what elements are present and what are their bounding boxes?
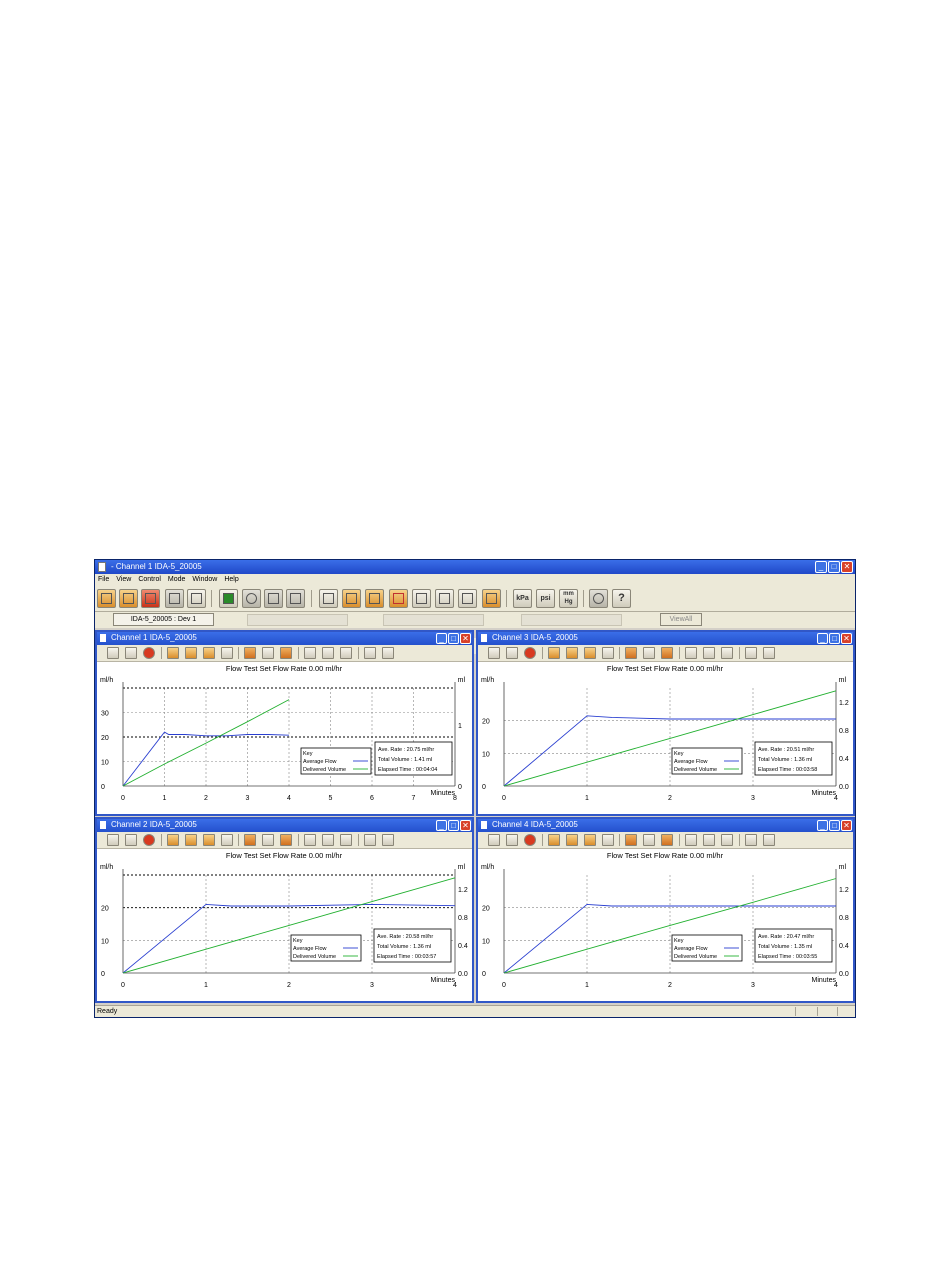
target-icon: [593, 593, 604, 604]
toolbar-separator: [679, 834, 680, 846]
line-graph-icon: [323, 593, 334, 604]
pane-scroll-right-button[interactable]: [721, 834, 733, 846]
x-axis-label: Minutes: [430, 790, 455, 797]
pane-flag-button[interactable]: [506, 834, 518, 846]
pane-pressure-graph-button[interactable]: [203, 834, 215, 846]
key-title: Key: [293, 938, 303, 944]
key-delivered-volume: Delivered Volume: [303, 767, 347, 773]
run-icon: [223, 593, 234, 604]
pane-previous-button[interactable]: [745, 834, 757, 846]
pane-pressure-graph-button[interactable]: [584, 834, 596, 846]
stats-box: [374, 929, 451, 962]
stat-elapsed-time: Elapsed Time : 00:04:04: [378, 767, 438, 773]
pane-scroll-left-button[interactable]: [685, 834, 697, 846]
channel-pane[interactable]: [476, 630, 855, 816]
pane-pressure-graph-button[interactable]: [584, 647, 596, 659]
status-bar: [95, 1005, 855, 1017]
menu-view[interactable]: View: [116, 576, 132, 583]
y-tick-label: 10: [482, 751, 490, 759]
channel-pane[interactable]: [95, 817, 474, 1003]
x-tick-label: 1: [585, 982, 589, 989]
pane-scale-down-button[interactable]: [280, 834, 292, 846]
y-tick-label: 10: [482, 938, 490, 946]
chart-key: [291, 935, 361, 961]
copy-icon: [101, 593, 112, 604]
stat-elapsed-time: Elapsed Time : 00:03:55: [758, 954, 818, 960]
print-button[interactable]: [165, 589, 184, 608]
y-tick-label: 10: [101, 759, 109, 767]
x-tick-label: 3: [370, 982, 374, 989]
pane-scale-up-button[interactable]: [625, 647, 637, 659]
key-title: Key: [674, 938, 684, 944]
flow-chart: [97, 849, 472, 1001]
pane-title-bar[interactable]: [478, 632, 853, 645]
stats-box: [755, 742, 832, 775]
toolbar-separator: [238, 834, 239, 846]
pane-maximize-button[interactable]: □: [829, 820, 840, 831]
document-icon: [481, 634, 487, 642]
pane-title: Channel 1 IDA-5_20005: [111, 633, 197, 642]
pane-stop-button[interactable]: [524, 834, 536, 846]
toolbar-separator: [358, 647, 359, 659]
flow-chart: [478, 662, 853, 814]
pane-scroll-right-button[interactable]: [721, 647, 733, 659]
x-tick-label: 0: [121, 795, 125, 802]
pane-data-button[interactable]: [107, 834, 119, 846]
y-tick-label: 0: [482, 971, 486, 978]
pane-data-button[interactable]: [488, 834, 500, 846]
toolbar-separator: [542, 647, 543, 659]
menu-file[interactable]: File: [98, 576, 110, 583]
toolbar-separator: [161, 834, 162, 846]
pane-flag-button[interactable]: [125, 834, 137, 846]
toolbar-separator: [298, 647, 299, 659]
chart-key: [672, 935, 742, 961]
y-tick-label: 20: [482, 905, 490, 913]
x-tick-label: 0: [502, 982, 506, 989]
pane-close-button[interactable]: ✕: [841, 633, 852, 644]
pane-next-button[interactable]: [382, 834, 394, 846]
pane-previous-button[interactable]: [745, 647, 757, 659]
pane-zoom-fit-button[interactable]: [322, 834, 334, 846]
pane-close-button[interactable]: ✕: [460, 820, 471, 831]
pane-title-bar[interactable]: [478, 819, 853, 832]
gear-icon: [246, 593, 257, 604]
key-delivered-volume: Delivered Volume: [293, 954, 337, 960]
stat-average-rate: Ave. Rate : 20.51 ml/hr: [758, 747, 815, 753]
y2-tick-label: 0.0: [839, 784, 849, 791]
pane-title: Channel 4 IDA-5_20005: [492, 820, 578, 829]
stats-box: [755, 929, 832, 962]
pane-scroll-left-button[interactable]: [304, 647, 316, 659]
pane-stop-button[interactable]: [143, 647, 155, 659]
pane-flow-graph-button[interactable]: [167, 834, 179, 846]
kpa-button[interactable]: kPa: [513, 589, 532, 608]
pane-next-button[interactable]: [382, 647, 394, 659]
import-button[interactable]: [286, 589, 305, 608]
x-tick-label: 2: [668, 982, 672, 989]
pane-scale-down-button[interactable]: [661, 647, 673, 659]
application-window: [94, 559, 856, 1018]
pane-scroll-left-button[interactable]: [304, 834, 316, 846]
maximize-button[interactable]: □: [828, 561, 840, 573]
x-tick-label: 2: [287, 982, 291, 989]
stats-box: [375, 742, 452, 775]
y2-axis-label: ml: [457, 864, 465, 871]
flow-chart: [97, 662, 472, 814]
y-axis-label: ml/h: [100, 677, 114, 684]
x-tick-label: 3: [751, 795, 755, 802]
run-button[interactable]: [219, 589, 238, 608]
x-axis-label: Minutes: [811, 977, 836, 984]
export-button[interactable]: [264, 589, 283, 608]
mmhg-button[interactable]: mm Hg: [559, 589, 578, 608]
channel-pane[interactable]: [476, 817, 855, 1003]
chart-key: [672, 748, 742, 774]
menu-bar: [95, 574, 855, 586]
pane-maximize-button[interactable]: □: [448, 633, 459, 644]
pane-previous-button[interactable]: [364, 647, 376, 659]
stat-average-rate: Ave. Rate : 20.58 ml/hr: [377, 934, 434, 940]
pane-minimize-button[interactable]: _: [817, 820, 828, 831]
pane-trumpet-graph-button[interactable]: [602, 647, 614, 659]
y-axis-label: ml/h: [481, 864, 495, 871]
y-tick-label: 20: [101, 735, 109, 742]
step-mode-button[interactable]: [412, 589, 431, 608]
x-tick-label: 0: [121, 982, 125, 989]
chart-title: Flow Test Set Flow Rate 0.00 ml/hr: [606, 664, 724, 673]
pane-fit-button[interactable]: [262, 647, 274, 659]
toolbar-separator: [298, 834, 299, 846]
x-tick-label: 3: [245, 795, 250, 802]
chart-title: Flow Test Set Flow Rate 0.00 ml/hr: [606, 851, 724, 860]
save-icon: [145, 593, 156, 604]
pane-minimize-button[interactable]: _: [817, 633, 828, 644]
x-tick-label: 6: [370, 795, 374, 802]
magnifier-icon: [191, 593, 202, 604]
pane-title: Channel 3 IDA-5_20005: [492, 633, 578, 642]
print-icon: [169, 593, 180, 604]
document-icon: [481, 821, 487, 829]
pane-maximize-button[interactable]: □: [448, 820, 459, 831]
target-button[interactable]: [589, 589, 608, 608]
import-icon: [290, 593, 301, 604]
toolbar-separator: [739, 647, 740, 659]
toolbar-separator: [211, 590, 212, 607]
pane-next-button[interactable]: [763, 834, 775, 846]
pane-title-bar[interactable]: [97, 632, 472, 645]
chart-title: Flow Test Set Flow Rate 0.00 ml/hr: [225, 664, 343, 673]
window-title: - Channel 1 IDA-5_20005: [111, 562, 202, 571]
toolbar-separator: [619, 647, 620, 659]
channel-pane[interactable]: [95, 630, 474, 816]
export-icon: [268, 593, 279, 604]
x-tick-label: 1: [585, 795, 589, 802]
device-slot-4[interactable]: [521, 614, 622, 626]
menu-window[interactable]: Window: [192, 576, 218, 583]
pane-zoom-fit-button[interactable]: [703, 647, 715, 659]
close-button[interactable]: ✕: [841, 561, 853, 573]
pane-zoom-fit-button[interactable]: [703, 834, 715, 846]
pane-scale-down-button[interactable]: [661, 834, 673, 846]
y2-tick-label: 1.2: [458, 887, 468, 894]
pane-close-button[interactable]: ✕: [460, 633, 471, 644]
grid-icon: [486, 593, 497, 604]
pane-previous-button[interactable]: [364, 834, 376, 846]
y2-tick-label: 1.2: [839, 887, 849, 894]
key-average-flow: Average Flow: [293, 946, 327, 952]
stat-total-volume: Total Volume : 1.36 ml: [377, 944, 432, 950]
pane-close-button[interactable]: ✕: [841, 820, 852, 831]
paste-button[interactable]: [119, 589, 138, 608]
pane-volume-graph-button[interactable]: [185, 647, 197, 659]
key-average-flow: Average Flow: [674, 759, 708, 765]
x-tick-label: 4: [834, 795, 838, 802]
pane-data-button[interactable]: [488, 647, 500, 659]
menu-control[interactable]: Control: [138, 576, 161, 583]
grid-button[interactable]: [482, 589, 501, 608]
pane-scale-up-button[interactable]: [244, 834, 256, 846]
document-icon: [98, 562, 106, 572]
paste-icon: [123, 593, 134, 604]
toolbar-separator: [583, 590, 584, 607]
flow-chart: [478, 849, 853, 1001]
x-tick-label: 2: [204, 795, 208, 802]
y-tick-label: 0: [101, 971, 105, 978]
stat-total-volume: Total Volume : 1.36 ml: [758, 757, 813, 763]
pane-data-button[interactable]: [107, 647, 119, 659]
y-axis-label: ml/h: [481, 677, 495, 684]
status-cell: [817, 1007, 818, 1016]
toolbar-separator: [358, 834, 359, 846]
device-slot-3[interactable]: [383, 614, 484, 626]
stat-average-rate: Ave. Rate : 20.75 ml/hr: [378, 747, 435, 753]
curve-graph-icon: [346, 593, 357, 604]
copy-button[interactable]: [97, 589, 116, 608]
pane-flag-button[interactable]: [506, 647, 518, 659]
stat-elapsed-time: Elapsed Time : 00:03:58: [758, 767, 818, 773]
settings-button[interactable]: [242, 589, 261, 608]
toolbar-separator: [506, 590, 507, 607]
x-tick-label: 5: [328, 795, 333, 802]
toolbar-separator: [679, 647, 680, 659]
device-bar: [95, 612, 855, 628]
pane-flow-graph-button[interactable]: [167, 647, 179, 659]
status-cell: [837, 1007, 838, 1016]
y2-axis-label: ml: [838, 864, 846, 871]
help-button[interactable]: ?: [612, 589, 631, 608]
x-tick-label: 0: [502, 795, 506, 802]
y2-tick-label: 0.0: [458, 971, 468, 978]
pane-flag-button[interactable]: [125, 647, 137, 659]
x-tick-label: 4: [287, 795, 291, 802]
y-tick-label: 10: [101, 938, 109, 946]
pane-trumpet-graph-button[interactable]: [602, 834, 614, 846]
pane-scale-down-button[interactable]: [280, 647, 292, 659]
preview-button[interactable]: [187, 589, 206, 608]
pane-scroll-left-button[interactable]: [685, 647, 697, 659]
toolbar-separator: [739, 834, 740, 846]
pane-scale-up-button[interactable]: [625, 834, 637, 846]
y-tick-label: 0: [101, 784, 105, 791]
pane-trumpet-graph-button[interactable]: [221, 834, 233, 846]
pane-maximize-button[interactable]: □: [829, 633, 840, 644]
stat-total-volume: Total Volume : 1.41 ml: [378, 757, 433, 763]
pane-fit-button[interactable]: [262, 834, 274, 846]
chart-title: Flow Test Set Flow Rate 0.00 ml/hr: [225, 851, 343, 860]
pane-toolbar: [97, 832, 472, 849]
document-icon: [100, 821, 106, 829]
stat-elapsed-time: Elapsed Time : 00:03:57: [377, 954, 437, 960]
y2-tick-label: 0.0: [839, 971, 849, 978]
ramp-graph-icon: [369, 593, 380, 604]
pane-stop-button[interactable]: [143, 834, 155, 846]
pane-trumpet-graph-button[interactable]: [221, 647, 233, 659]
y2-axis-label: ml: [457, 677, 465, 684]
y2-tick-label: 0.4: [839, 756, 849, 763]
device-slot-2[interactable]: [247, 614, 348, 626]
x-tick-label: 1: [162, 795, 167, 802]
occlusion-mode-button[interactable]: [435, 589, 454, 608]
y2-axis-label: ml: [838, 677, 846, 684]
toolbar-separator: [161, 647, 162, 659]
flow-mode-button[interactable]: [319, 589, 338, 608]
key-delivered-volume: Delivered Volume: [674, 767, 718, 773]
y2-tick-label: 1: [458, 722, 462, 730]
y2-tick-label: 0.8: [839, 915, 849, 922]
psi-button[interactable]: psi: [536, 589, 555, 608]
pane-title-bar[interactable]: [97, 819, 472, 832]
occlusion-graph-icon: [439, 593, 450, 604]
pane-scroll-right-button[interactable]: [340, 834, 352, 846]
pane-flow-graph-button[interactable]: [548, 834, 560, 846]
key-title: Key: [674, 751, 684, 757]
chart-key: [301, 748, 371, 774]
x-tick-label: 4: [834, 982, 838, 989]
pane-fit-button[interactable]: [643, 834, 655, 846]
x-tick-label: 8: [453, 795, 457, 802]
y2-tick-label: 1.2: [839, 700, 849, 707]
pane-volume-graph-button[interactable]: [566, 834, 578, 846]
step-graph-icon: [416, 593, 427, 604]
x-axis-label: Minutes: [430, 977, 455, 984]
toolbar-separator: [238, 647, 239, 659]
menu-help[interactable]: Help: [224, 576, 239, 583]
y-axis-label: ml/h: [100, 864, 114, 871]
key-delivered-volume: Delivered Volume: [674, 954, 718, 960]
pulse-graph-icon: [393, 593, 404, 604]
x-tick-label: 7: [411, 795, 416, 802]
stat-average-rate: Ave. Rate : 20.47 ml/hr: [758, 934, 815, 940]
ramp-mode-button[interactable]: [365, 589, 384, 608]
x-axis-label: Minutes: [811, 790, 836, 797]
pane-toolbar: [97, 645, 472, 662]
main-toolbar: [95, 586, 855, 612]
x-tick-label: 4: [453, 982, 457, 989]
pane-volume-graph-button[interactable]: [566, 647, 578, 659]
pane-stop-button[interactable]: [524, 647, 536, 659]
y2-tick-label: 0: [458, 784, 462, 791]
bolus-mode-button[interactable]: [458, 589, 477, 608]
key-average-flow: Average Flow: [303, 759, 337, 765]
y-tick-label: 0: [482, 784, 486, 791]
pane-volume-graph-button[interactable]: [185, 834, 197, 846]
title-bar[interactable]: [95, 560, 855, 574]
pane-scale-up-button[interactable]: [244, 647, 256, 659]
minimize-button[interactable]: _: [815, 561, 827, 573]
status-cell: [795, 1007, 796, 1016]
view-all-button[interactable]: ViewAll: [660, 613, 702, 626]
pane-toolbar: [478, 832, 853, 849]
y-tick-label: 30: [101, 710, 109, 718]
x-tick-label: 2: [668, 795, 672, 802]
toolbar-separator: [619, 834, 620, 846]
pane-fit-button[interactable]: [643, 647, 655, 659]
status-text: Ready: [97, 1008, 118, 1015]
pane-title: Channel 2 IDA-5_20005: [111, 820, 197, 829]
y2-tick-label: 0.8: [458, 915, 468, 922]
stat-total-volume: Total Volume : 1.35 ml: [758, 944, 813, 950]
toolbar-separator: [542, 834, 543, 846]
pane-pressure-graph-button[interactable]: [203, 647, 215, 659]
y-tick-label: 20: [482, 718, 490, 726]
save-button[interactable]: [141, 589, 160, 608]
toolbar-separator: [311, 590, 312, 607]
pane-scroll-right-button[interactable]: [340, 647, 352, 659]
pane-zoom-fit-button[interactable]: [322, 647, 334, 659]
y2-tick-label: 0.8: [839, 728, 849, 735]
pane-minimize-button[interactable]: _: [436, 633, 447, 644]
pane-next-button[interactable]: [763, 647, 775, 659]
pane-toolbar: [478, 645, 853, 662]
x-tick-label: 1: [204, 982, 208, 989]
volume-mode-button[interactable]: [342, 589, 361, 608]
key-title: Key: [303, 751, 313, 757]
key-average-flow: Average Flow: [674, 946, 708, 952]
pane-minimize-button[interactable]: _: [436, 820, 447, 831]
x-tick-label: 3: [751, 982, 755, 989]
y-tick-label: 20: [101, 905, 109, 913]
pulse-mode-button[interactable]: [389, 589, 408, 608]
document-icon: [100, 634, 106, 642]
pane-flow-graph-button[interactable]: [548, 647, 560, 659]
bolus-graph-icon: [462, 593, 473, 604]
device-tab[interactable]: IDA-5_20005 : Dev 1: [113, 613, 214, 626]
y2-tick-label: 0.4: [458, 943, 468, 950]
menu-mode[interactable]: Mode: [167, 576, 186, 583]
y2-tick-label: 0.4: [839, 943, 849, 950]
